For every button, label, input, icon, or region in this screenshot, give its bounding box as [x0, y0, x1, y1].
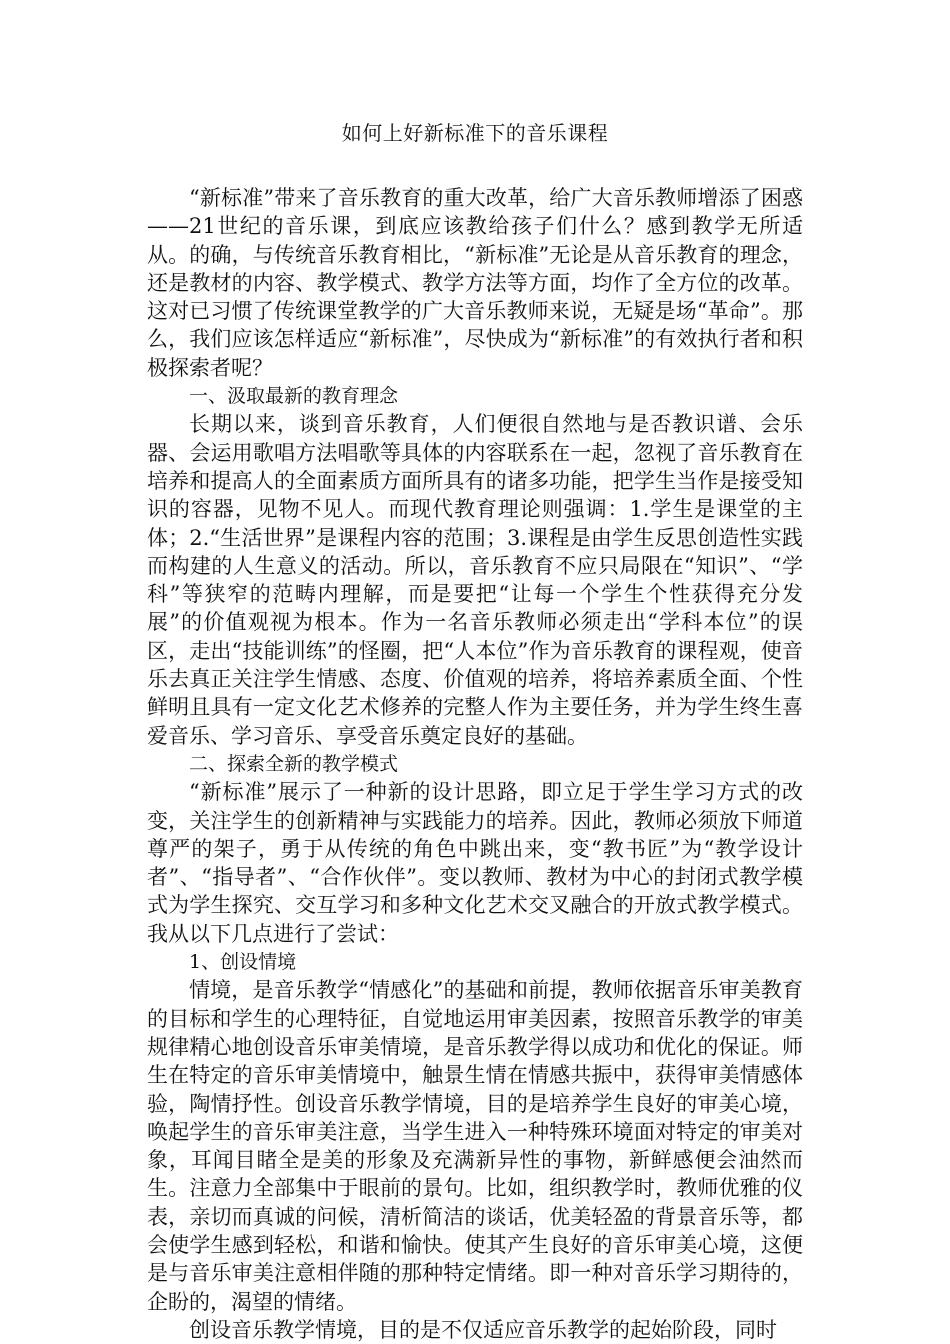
body-paragraph: 创设音乐教学情境，目的是不仅适应音乐教学的起始阶段，同时: [189, 1317, 777, 1342]
document-page: [147, 118, 803, 1344]
body-paragraph: “新标准”展示了一种新的设计思路，即立足于学生学习方式的改变，关注学生的创新精神与实践能力的培养。因此，教师必须放下师道尊严的架子，勇于从传统的角色中跳出来，变“教书匠”为“教学设计者”、“指导者”、“合作伙伴”。变以教师、教材为中心的封闭式教学模式为学生探究、交互学习和多种文化艺术交叉融合的开放式教学模式。我从以下几点进行了尝试：: [147, 780, 803, 946]
body-paragraph: 长期以来，谈到音乐教育，人们便很自然地与是否教识谱、会乐器、会运用歌唱方法唱歌等具体的内容联系在一起，忽视了音乐教育在培养和提高人的全面素质方面所具有的诸多功能，把学生当作是接受知识的容器，见物不见人。而现代教育理论则强调：1.学生是课堂的主体；2.“生活世界”是课程内容的范围；3.课程是由学生反思创造性实践而构建的人生意义的活动。所以，音乐教育不应只局限在“知识”、“学科”等狭窄的范畴内理解，而是要把“让每一个学生个性获得充分发展”的价值观视为根本。作为一名音乐教师必须走出“学科本位”的误区，走出“技能训练”的怪圈，把“人本位”作为音乐教育的课程观，使音乐去真正关注学生情感、态度、价值观的培养，将培养素质全面、个性鲜明且具有一定文化艺术修养的完整人作为主要任务，并为学生终生喜爱音乐、学习音乐、享受音乐奠定良好的基础。: [147, 412, 803, 748]
document-title: 如何上好新标准下的音乐课程: [341, 121, 609, 145]
body-paragraph: 情境，是音乐教学“情感化”的基础和前提，教师依据音乐审美教育的目标和学生的心理特征，自觉地运用审美因素，按照音乐教学的审美规律精心地创设音乐审美情境，是音乐教学得以成功和优化的保证。师生在特定的音乐审美情境中，触景生情在情感共振中，获得审美情感体验，陶情抒性。创设音乐教学情境，目的是培养学生良好的审美心境，唤起学生的音乐审美注意，当学生进入一种特殊环境面对特定的审美对象，耳闻目睹全是美的形象及充满新异性的事物，新鲜感便会油然而生。注意力全部集中于眼前的景句。比如，组织教学时，教师优雅的仪表，亲切而真诚的问候，清析简洁的谈话，优美轻盈的背景音乐等，都会使学生感到轻松，和谐和愉快。使其产生良好的音乐审美心境，这便是与音乐审美注意相伴随的那种特定情绪。即一种对音乐学习期待的，企盼的，渴望的情绪。: [147, 978, 803, 1314]
intro-paragraph: “新标准”带来了音乐教育的重大改革，给广大音乐教师增添了困惑——21世纪的音乐课，到底应该教给孩子们什么？感到教学无所适从。的确，与传统音乐教育相比，“新标准”无论是从音乐教育的理念，还是教材的内容、教学模式、教学方法等方面，均作了全方位的改革。这对已习惯了传统课堂教学的广大音乐教师来说，无疑是场“革命”。那么，我们应该怎样适应“新标准”，尽快成为“新标准”的有效执行者和积极探索者呢？: [147, 186, 803, 380]
subsection-heading-1: 1、创设情境: [189, 951, 297, 974]
section-heading-1: 一、汲取最新的教育理念: [189, 385, 399, 408]
section-heading-2: 二、探索全新的教学模式: [189, 752, 399, 775]
